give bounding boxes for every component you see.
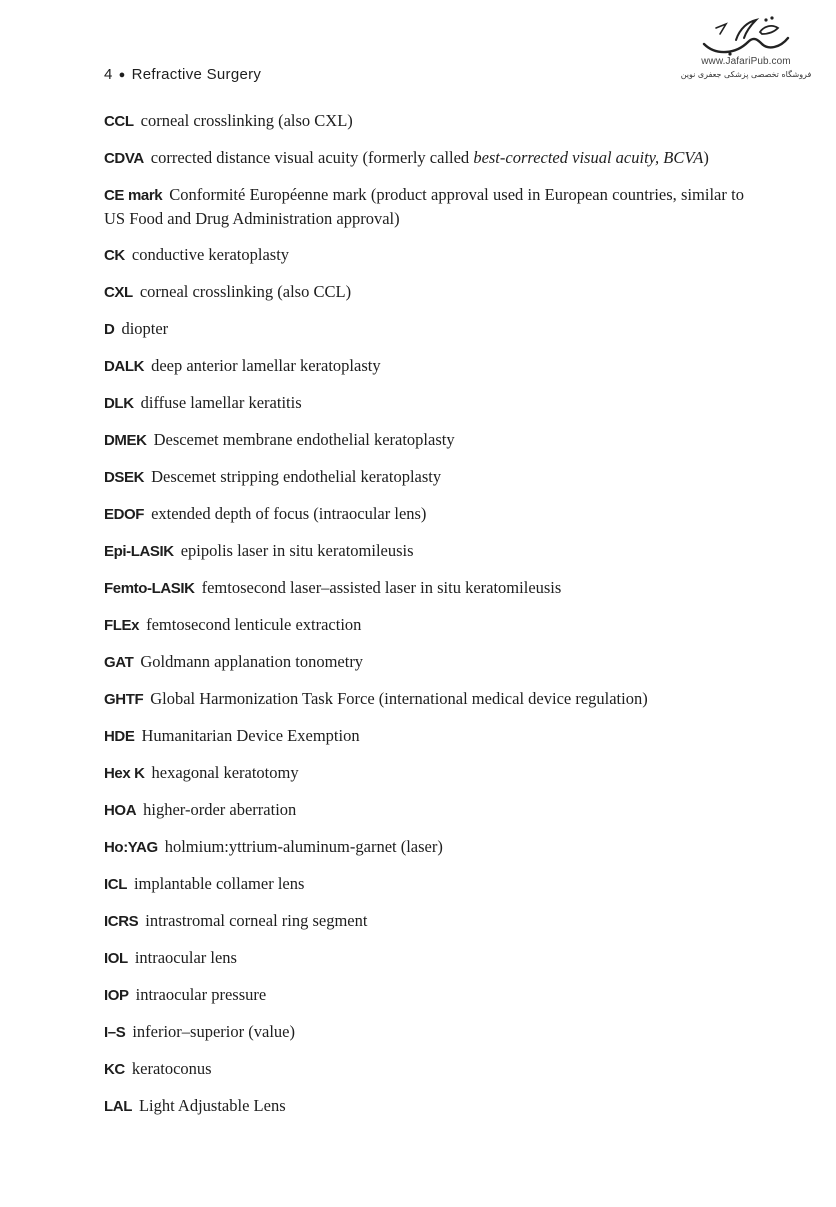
definition-text: Light Adjustable Lens — [138, 1096, 286, 1115]
definition-text: corneal crosslinking (also CCL) — [139, 282, 352, 301]
definition-text: Global Harmonization Task Force (international medical device regulation) — [150, 689, 648, 708]
abbreviation-term: DSEK — [104, 469, 145, 486]
abbreviation-definition — [146, 615, 361, 634]
abbreviation-list — [104, 109, 744, 1131]
abbreviation-term: CCL — [104, 113, 134, 130]
abbreviation-definition — [121, 319, 168, 338]
abbreviation-term: Epi-LASIK — [104, 543, 174, 560]
abbreviation-entry — [104, 391, 744, 415]
abbreviation-term: Hex K — [104, 765, 145, 782]
definition-text: extended depth of focus (intraocular lens) — [151, 504, 427, 523]
definition-text: intrastromal corneal ring segment — [145, 911, 368, 930]
abbreviation-definition — [151, 504, 426, 523]
definition-text: keratoconus — [131, 1059, 212, 1078]
section-title: Refractive Surgery — [131, 66, 262, 83]
abbreviation-definition — [202, 578, 562, 597]
abbreviation-entry — [104, 909, 744, 933]
abbreviation-definition — [141, 111, 353, 130]
abbreviation-term: IOL — [104, 950, 128, 967]
abbreviation-term: DMEK — [104, 432, 147, 449]
running-header — [104, 66, 261, 83]
abbreviation-term: CK — [104, 247, 125, 264]
definition-text: diopter — [121, 319, 169, 338]
abbreviation-definition — [152, 763, 299, 782]
abbreviation-definition — [132, 1059, 212, 1078]
definition-text: intraocular lens — [134, 948, 237, 967]
definition-text: deep anterior lamellar keratoplasty — [151, 356, 381, 375]
definition-text: Conformité Européenne mark (product approval used in European countries, similar to US Food and Drug Administration approval) — [104, 185, 744, 228]
abbreviation-entry — [104, 502, 744, 526]
abbreviation-entry — [104, 243, 744, 267]
abbreviation-term: LAL — [104, 1098, 132, 1115]
abbreviation-term: FLEx — [104, 617, 140, 634]
abbreviation-definition — [165, 837, 443, 856]
abbreviation-definition — [154, 430, 455, 449]
abbreviation-entry — [104, 872, 744, 896]
abbreviation-term: EDOF — [104, 506, 145, 523]
abbreviation-definition — [151, 467, 441, 486]
abbreviation-entry — [104, 539, 744, 563]
abbreviation-entry — [104, 146, 744, 170]
definition-text: hexagonal keratotomy — [151, 763, 299, 782]
abbreviation-term: Femto-LASIK — [104, 580, 195, 597]
abbreviation-definition — [140, 282, 351, 301]
definition-text: implantable collamer lens — [133, 874, 305, 893]
abbreviation-term: CXL — [104, 284, 133, 301]
publisher-watermark — [676, 14, 816, 100]
definition-text: conductive keratoplasty — [131, 245, 290, 264]
abbreviation-entry — [104, 1020, 744, 1044]
publisher-url: www.JafariPub.com — [701, 56, 791, 67]
abbreviation-entry — [104, 761, 744, 785]
abbreviation-entry — [104, 1094, 744, 1118]
abbreviation-definition — [104, 185, 744, 228]
definition-text: epipolis laser in situ keratomileusis — [180, 541, 414, 560]
publisher-logo-icon — [696, 14, 796, 58]
definition-text: higher-order aberration — [143, 800, 297, 819]
definition-closing-text: ) — [703, 148, 709, 167]
abbreviation-entry — [104, 428, 744, 452]
abbreviation-term: HDE — [104, 728, 135, 745]
page-number: 4 — [104, 66, 113, 83]
abbreviation-definition — [139, 1096, 286, 1115]
abbreviation-term: GHTF — [104, 691, 144, 708]
abbreviation-entry — [104, 317, 744, 341]
definition-text: corrected distance visual acuity (formerly called — [150, 148, 474, 167]
abbreviation-definition — [143, 800, 296, 819]
abbreviation-term: I–S — [104, 1024, 126, 1041]
abbreviation-definition — [151, 356, 381, 375]
abbreviation-definition — [132, 245, 289, 264]
abbreviation-entry — [104, 183, 744, 230]
abbreviation-definition — [141, 726, 359, 745]
publisher-tagline: فروشگاه تخصصی پزشکی جعفری نوین — [680, 70, 812, 79]
definition-text: holmium:yttrium-aluminum-garnet (laser) — [164, 837, 443, 856]
abbreviation-entry — [104, 835, 744, 859]
abbreviation-entry — [104, 354, 744, 378]
abbreviation-term: CDVA — [104, 150, 144, 167]
abbreviation-term: D — [104, 321, 115, 338]
abbreviation-term: DLK — [104, 395, 134, 412]
abbreviation-term: DALK — [104, 358, 145, 375]
definition-text: Descemet stripping endothelial keratoplasty — [151, 467, 442, 486]
abbreviation-entry — [104, 465, 744, 489]
abbreviation-term: ICRS — [104, 913, 139, 930]
definition-text: inferior–superior (value) — [132, 1022, 295, 1041]
abbreviation-definition — [145, 911, 367, 930]
abbreviation-definition — [136, 985, 267, 1004]
abbreviation-term: HOA — [104, 802, 137, 819]
abbreviation-entry — [104, 798, 744, 822]
abbreviation-entry — [104, 724, 744, 748]
definition-text: Humanitarian Device Exemption — [141, 726, 360, 745]
abbreviation-definition — [151, 148, 709, 167]
definition-text: diffuse lamellar keratitis — [140, 393, 302, 412]
definition-text: Goldmann applanation tonometry — [140, 652, 364, 671]
definition-text: Descemet membrane endothelial keratoplasty — [153, 430, 455, 449]
abbreviation-entry — [104, 280, 744, 304]
definition-text: femtosecond lenticule extraction — [146, 615, 362, 634]
abbreviation-entry — [104, 109, 744, 133]
definition-text: intraocular pressure — [135, 985, 267, 1004]
definition-text: corneal crosslinking (also CXL) — [140, 111, 353, 130]
abbreviation-definition — [181, 541, 414, 560]
definition-text: femtosecond laser–assisted laser in situ keratomileusis — [201, 578, 562, 597]
abbreviation-entry — [104, 650, 744, 674]
abbreviation-term: Ho:YAG — [104, 839, 158, 856]
abbreviation-definition — [140, 652, 363, 671]
bullet-separator: ● — [118, 69, 126, 81]
abbreviation-term: IOP — [104, 987, 129, 1004]
abbreviation-entry — [104, 983, 744, 1007]
abbreviation-entry — [104, 946, 744, 970]
abbreviation-term: ICL — [104, 876, 127, 893]
abbreviation-definition — [141, 393, 302, 412]
abbreviation-entry — [104, 687, 744, 711]
abbreviation-term: GAT — [104, 654, 134, 671]
abbreviation-entry — [104, 613, 744, 637]
abbreviation-term: CE mark — [104, 187, 163, 204]
definition-italic-text: best-corrected visual acuity, BCVA — [473, 148, 704, 167]
abbreviation-entry — [104, 1057, 744, 1081]
abbreviation-definition — [132, 1022, 295, 1041]
abbreviation-definition — [134, 874, 304, 893]
abbreviation-definition — [135, 948, 237, 967]
abbreviation-term: KC — [104, 1061, 125, 1078]
abbreviation-definition — [150, 689, 648, 708]
abbreviation-entry — [104, 576, 744, 600]
